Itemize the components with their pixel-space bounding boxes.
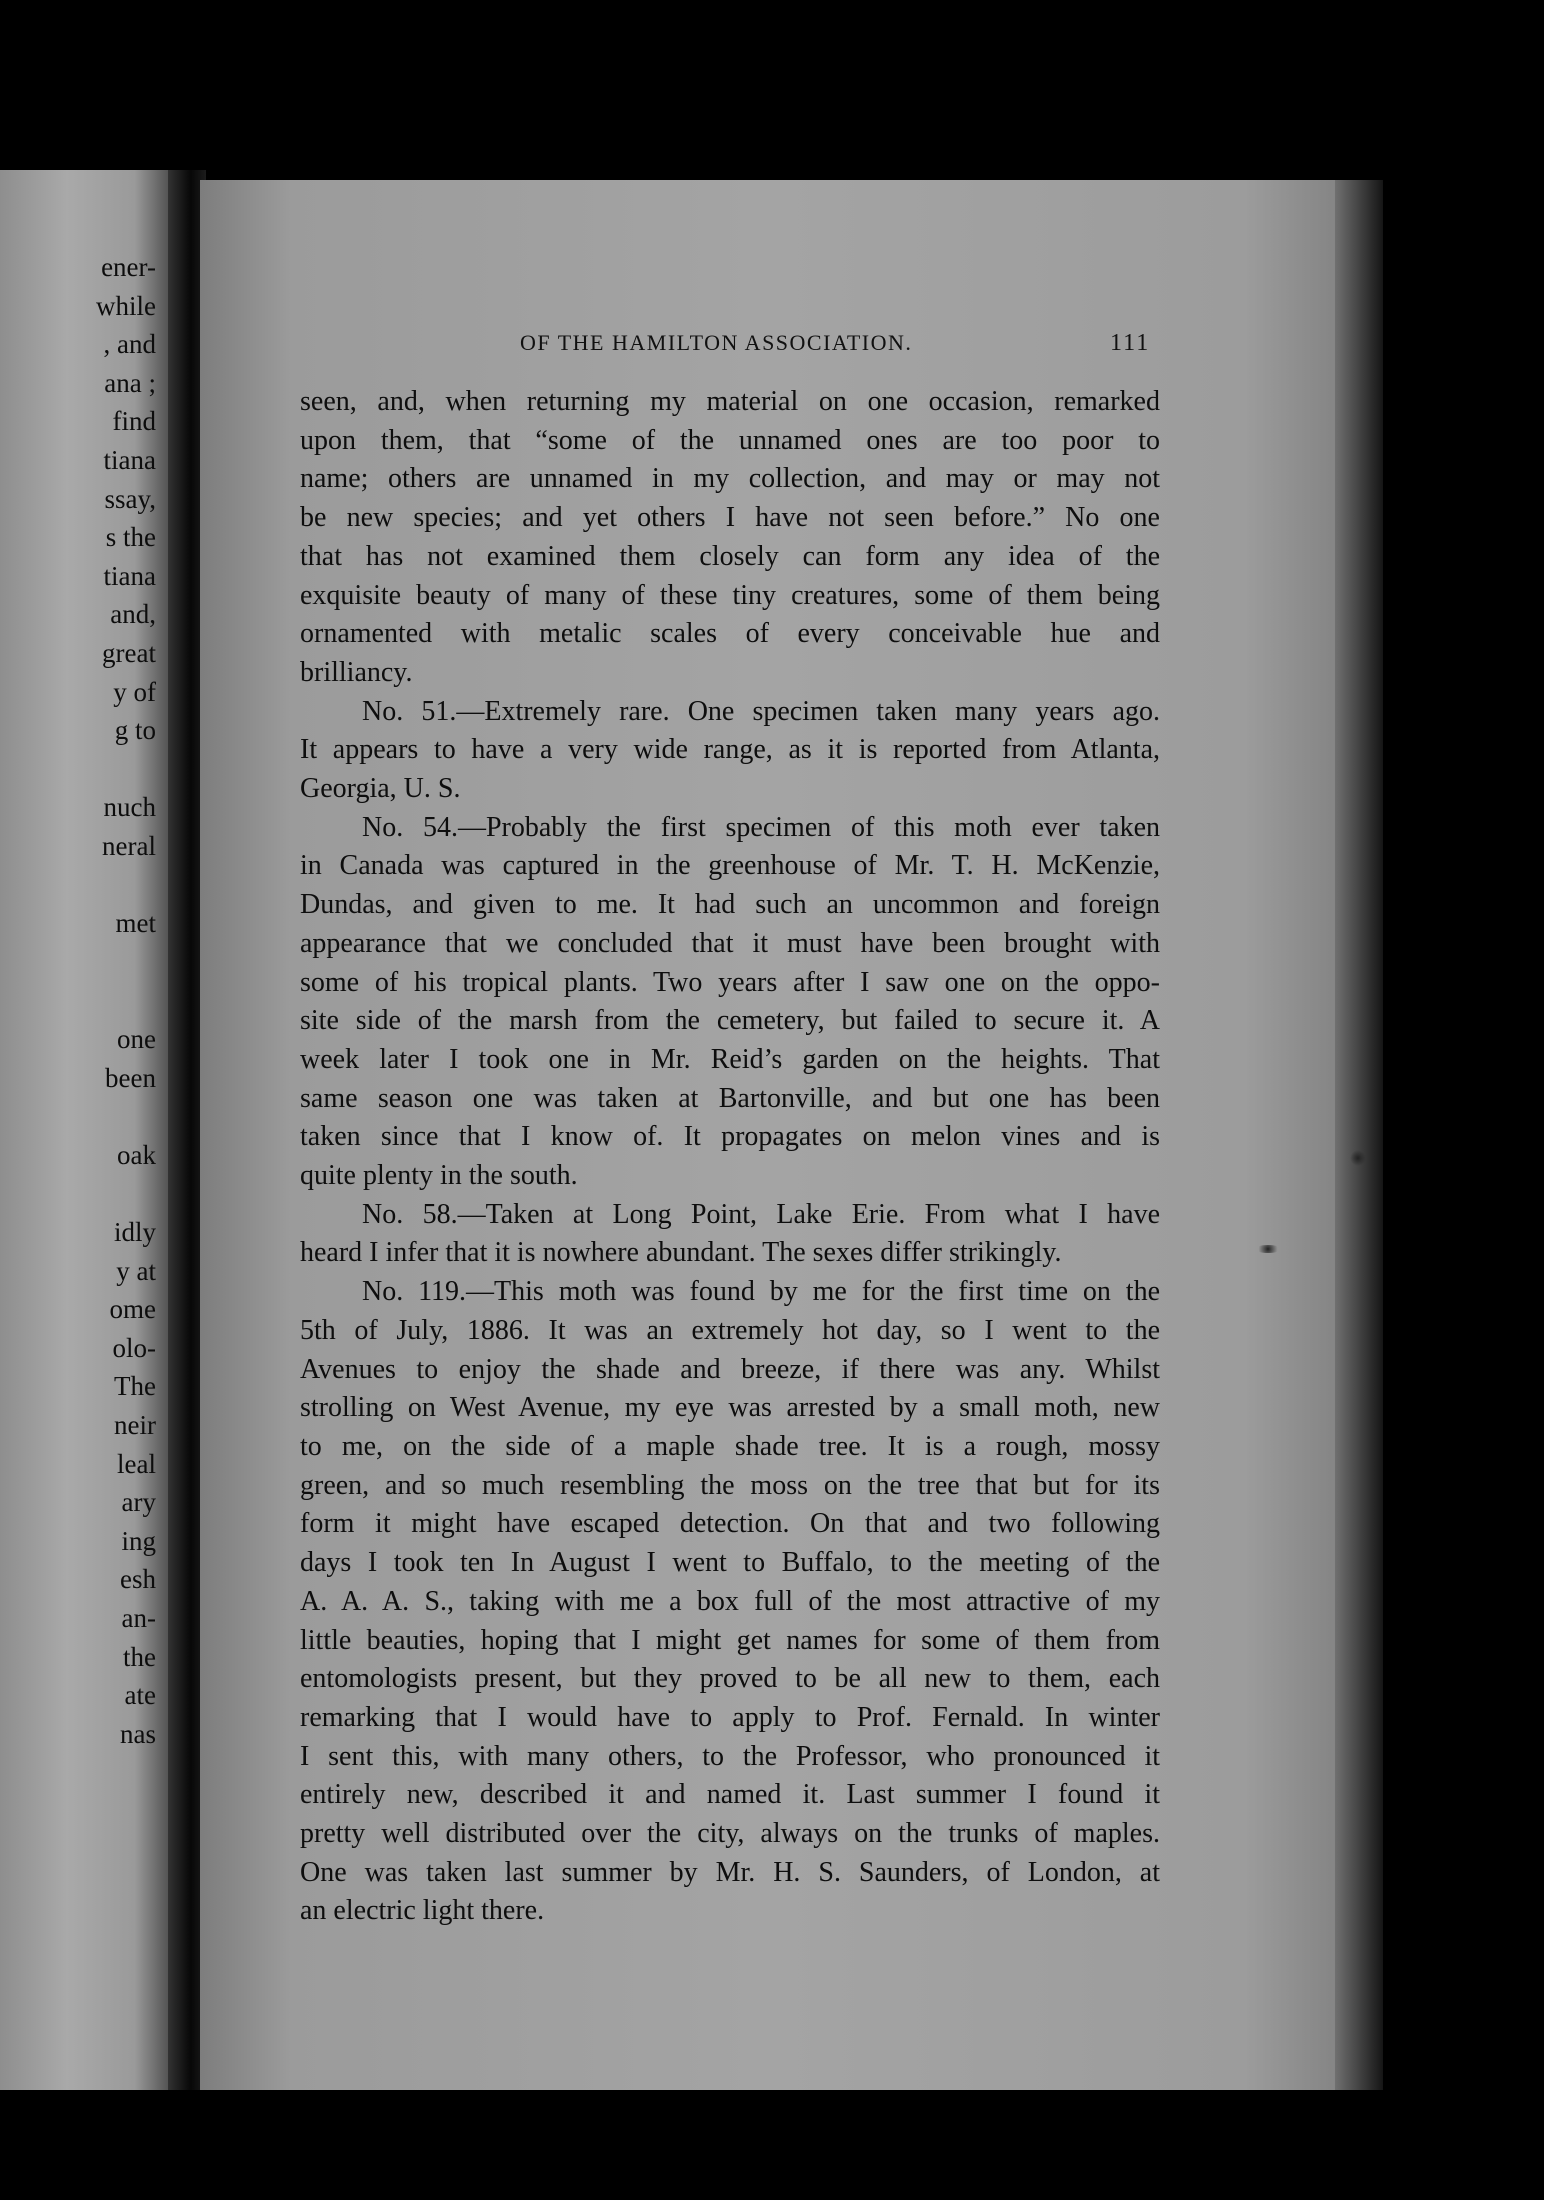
facing-page-text: y of [113,676,156,707]
text-line: little beauties, hoping that I might get names for some of them from [300,1624,1160,1656]
text-line: to me, on the side of a maple shade tree. It is a rough, mossy [300,1430,1160,1462]
text-line: exquisite beauty of many of these tiny creatures, some of them being [300,579,1160,611]
facing-page-text: nuch [103,792,156,823]
text-line: same season one was taken at Bartonville, and but one has been [300,1082,1160,1114]
text-line: Dundas, and given to me. It had such an uncommon and foreign [300,889,1160,921]
paragraph [300,809,1160,1196]
facing-page-text: great [102,638,156,668]
paragraph [300,383,1160,693]
paragraph [300,693,1160,809]
facing-page-text: ener- [101,252,156,282]
text-line: an electric light there. [300,1895,545,1927]
text-line: taken since that I know of. It propagates on melon vines and is [300,1121,1160,1153]
text-line: days I took ten In August I went to Buffalo, to the meeting of the [300,1547,1160,1579]
running-header: OF THE HAMILTON ASSOCIATION. [520,330,913,355]
text-line: No. 58.—Taken at Long Point, Lake Erie. From what I have [362,1198,1160,1230]
text-line: No. 119.—This moth was found by me for the first time on the [362,1276,1160,1308]
text-line: ornamented with metalic scales of every conceivable hue and [300,618,1160,650]
text-line: quite plenty in the south. [300,1160,578,1192]
text-line: name; others are unnamed in my collection, and may or may not [300,463,1160,495]
text-line: entirely new, described it and named it. Last summer I found it [300,1779,1160,1811]
text-line: site side of the marsh from the cemetery, but failed to secure it. A [300,1005,1160,1037]
ink-smudge [1255,1245,1281,1253]
text-line: week later I took one in Mr. Reid’s garden on the heights. That [300,1043,1160,1075]
facing-page-text: ana ; [104,367,156,398]
facing-page-text: the [123,1641,156,1672]
facing-page-text: ary [121,1487,156,1518]
facing-page-text: met [115,908,156,939]
text-line: in Canada was captured in the greenhouse of Mr. T. H. McKenzie, [300,850,1160,882]
page-number: 111 [1110,330,1151,356]
facing-page-text: neral [102,831,156,861]
text-line: upon them, that “some of the unnamed ones are too poor to [300,424,1160,456]
text-line: that has not examined them closely can form any idea of the [300,540,1160,572]
text-line: One was taken last summer by Mr. H. S. Saunders, of London, at [300,1856,1160,1888]
paragraph [300,1196,1160,1273]
text-line: I sent this, with many others, to the Professor, who pronounced it [300,1740,1160,1772]
text-line: 5th of July, 1886. It was an extremely hot day, so I went to the [300,1314,1160,1346]
text-line: Georgia, U. S. [300,773,461,805]
text-line: pretty well distributed over the city, always on the trunks of maples. [300,1818,1160,1850]
facing-page-text: an- [121,1603,156,1633]
facing-page-text: nas [120,1718,156,1749]
facing-page-text: y at [116,1255,156,1286]
text-line: seen, and, when returning my material on one occasion, remarked [300,386,1160,417]
text-line: heard I infer that it is nowhere abundant. The sexes differ strikingly. [300,1237,1062,1269]
facing-page-text: ate [124,1680,156,1711]
facing-page-text: tiana [103,445,156,475]
text-line: form it might have escaped detection. On that and two following [300,1508,1160,1540]
facing-page-text: , and [103,329,156,360]
facing-page-text: and, [110,599,156,630]
text-line: No. 54.—Probably the first specimen of this moth ever taken [362,811,1160,843]
text-line: It appears to have a very wide range, as it is reported from Atlanta, [300,734,1160,766]
facing-page-text: while [96,290,156,321]
paragraph [300,1273,1160,1931]
facing-page-text: one [117,1024,156,1054]
page-body [300,383,1160,1931]
facing-page-text: olo- [112,1332,156,1363]
ink-smudge [1350,1150,1366,1166]
text-line: be new species; and yet others I have not seen before.” No one [300,502,1160,534]
facing-page-text: s the [105,522,156,553]
facing-page-text: been [105,1062,156,1093]
facing-page-fragment [0,170,168,2090]
text-line: entomologists present, but they proved to be all new to them, each [300,1663,1160,1695]
facing-page-text: ome [109,1294,156,1325]
facing-page-text: g to [114,715,156,746]
text-line: remarking that I would have to apply to Prof. Fernald. In winter [300,1701,1160,1733]
text-line: brilliancy. [300,656,413,688]
facing-page-text: ssay, [104,483,156,514]
text-line: Avenues to enjoy the shade and breeze, if there was any. Whilst [300,1353,1160,1385]
text-line: No. 51.—Extremely rare. One specimen taken many years ago. [362,695,1160,727]
page-edge [1335,180,1383,2090]
text-line: appearance that we concluded that it must have been brought with [300,927,1160,959]
facing-page-text: esh [120,1564,156,1595]
facing-page-text: idly [113,1217,156,1247]
text-line: green, and so much resembling the moss on the tree that but for its [300,1469,1160,1501]
facing-page-text: leal [117,1448,156,1479]
text-line: A. A. A. S., taking with me a box full of the most attractive of my [300,1585,1160,1617]
facing-page-text: neir [114,1410,156,1440]
facing-page-text: The [114,1371,156,1402]
text-line: strolling on West Avenue, my eye was arrested by a small moth, new [300,1392,1160,1424]
facing-page-text: tiana [103,560,156,591]
facing-page-text: find [112,406,156,437]
facing-page-text: oak [117,1139,156,1170]
text-line: some of his tropical plants. Two years after I saw one on the oppo- [300,966,1160,998]
facing-page-text: ing [121,1525,156,1556]
